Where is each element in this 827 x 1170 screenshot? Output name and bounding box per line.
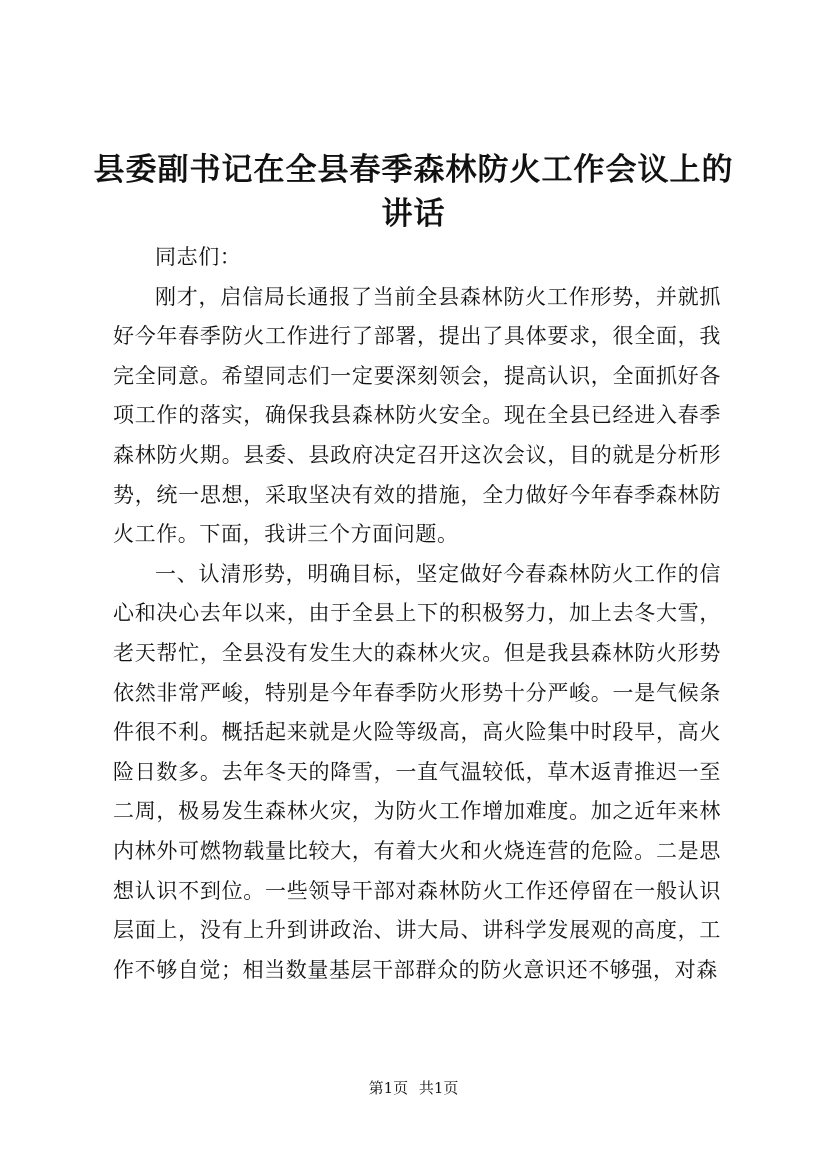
page-footer [0, 1078, 827, 1098]
paragraph-1: 刚才，启信局长通报了当前全县森林防火工作形势，并就抓好今年春季防火工作进行了部署，提出了具体要求，很全面，我完全同意。希望同志们一定要深刻领会，提高认识，全面抓好各项工作的落实，确保我县森林防火安全。现在全县已经进入春季森林防火期。县委、县政府决定召开这次会议，目的就是分析形势，统一思想，采取坚决有效的措施，全力做好今年春季森林防火工作。下面，我讲三个方面问题。 [113, 284, 721, 547]
paragraph-2: 一、认清形势，明确目标，坚定做好今春森林防火工作的信心和决心去年以来，由于全县上下的积极努力，加上去冬大雪，老天帮忙，全县没有发生大的森林火灾。但是我县森林防火形势依然非常严峻，特别是今年春季防火形势十分严峻。一是气候条件很不利。概括起来就是火险等级高，高火险集中时段早，高火险日数多。去年冬天的降雪，一直气温较低，草木返青推迟一至二周，极易发生森林火灾，为防火工作增加难度。加之近年来林内林外可燃物载量比较大，有着大火和火烧连营的危险。二是思想认识不到位。一些领导干部对森林防火工作还停留在一般认识层面上，没有上升到讲政治、讲大局、讲科学发展观的高度，工作不够自觉；相当数量基层干部群众的防火意识还不够强，对森 [113, 561, 721, 982]
document-title [0, 148, 827, 236]
title-line-1: 县委副书记在全县春季森林防火工作会议上的 [93, 152, 734, 188]
page-number: 第1页 [368, 1079, 409, 1097]
page-total: 共1页 [418, 1079, 459, 1097]
salutation: 同志们： [155, 245, 242, 269]
document-body [113, 238, 721, 990]
title-line-2: 讲话 [381, 196, 446, 232]
